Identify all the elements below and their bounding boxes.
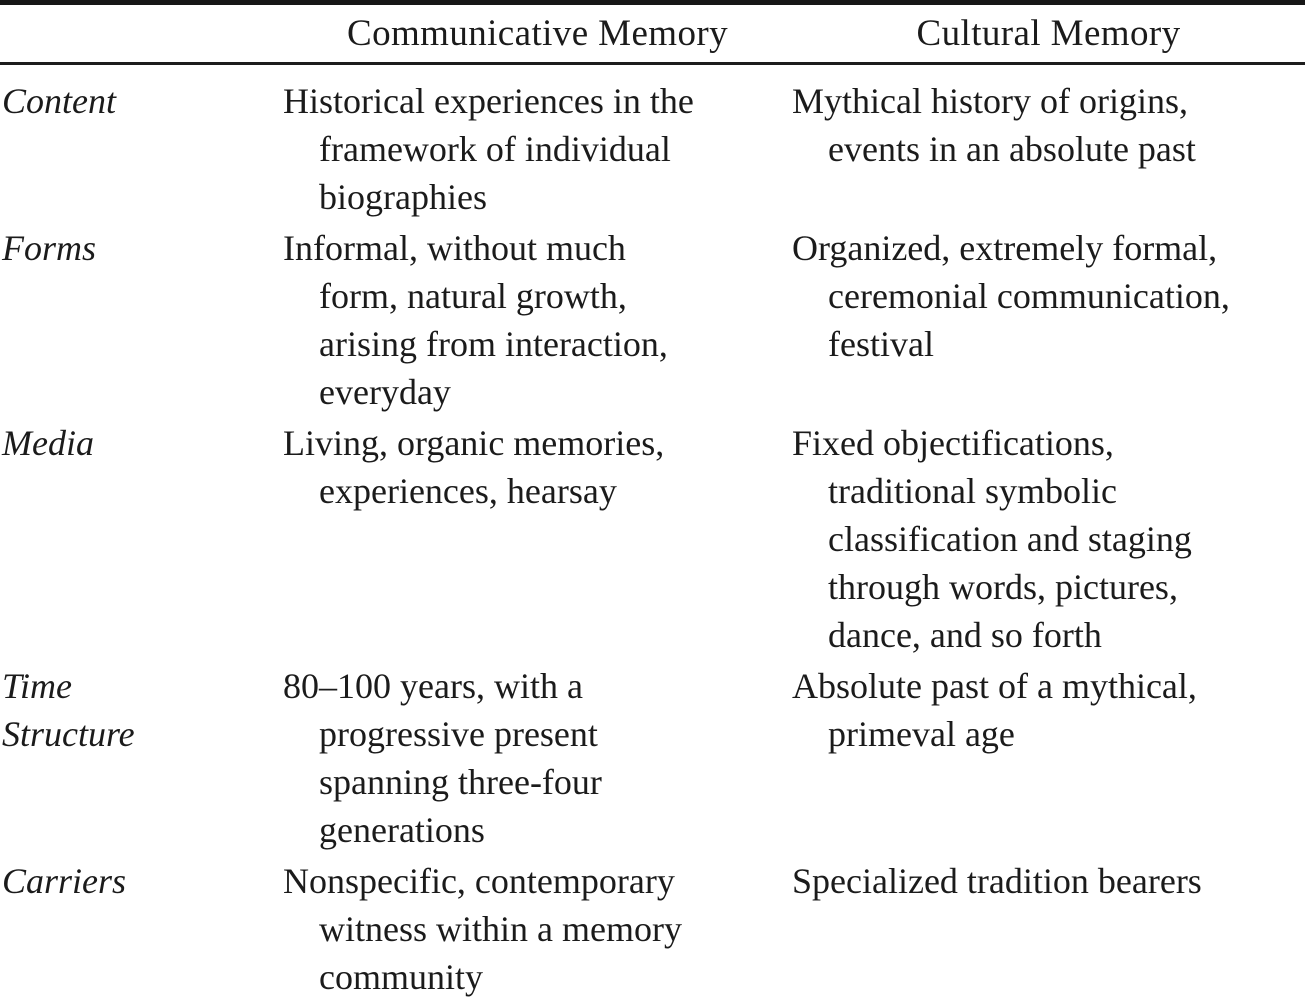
- cell-communicative: Historical experiences in the framework of individual biographies: [283, 81, 694, 217]
- table-row-carriers: [0, 857, 1305, 1001]
- table-header-row: [0, 5, 1305, 62]
- header-cultural-memory: Cultural Memory: [916, 12, 1181, 54]
- table-row-time-structure: [0, 662, 1305, 854]
- cell-cultural: Fixed objectifications, traditional symbolic classification and staging through words, pictures, dance, and so forth: [792, 423, 1192, 655]
- row-label: Time Structure: [2, 666, 135, 754]
- table-row-content: [0, 77, 1305, 221]
- cell-cultural: Organized, extremely formal, ceremonial communication, festival: [792, 228, 1230, 364]
- cell-cultural: Mythical history of origins, events in an absolute past: [792, 81, 1196, 169]
- row-label: Content: [2, 81, 116, 121]
- table-row-media: [0, 419, 1305, 659]
- cell-communicative: Informal, without much form, natural growth, arising from interaction, everyday: [283, 228, 668, 412]
- table-body: [0, 65, 1305, 1007]
- row-label: Media: [2, 423, 94, 463]
- cell-communicative: 80–100 years, with a progressive present spanning three-four generations: [283, 666, 602, 850]
- header-communicative-memory: Communicative Memory: [346, 12, 729, 54]
- table-row-forms: [0, 224, 1305, 416]
- cell-cultural: Specialized tradition bearers: [792, 861, 1202, 901]
- cell-communicative: Nonspecific, contemporary witness within a memory community: [283, 861, 682, 997]
- row-label: Carriers: [2, 861, 127, 901]
- cell-cultural: Absolute past of a mythical, primeval age: [792, 666, 1197, 754]
- row-label: Forms: [2, 228, 97, 268]
- cell-communicative: Living, organic memories, experiences, hearsay: [283, 423, 665, 511]
